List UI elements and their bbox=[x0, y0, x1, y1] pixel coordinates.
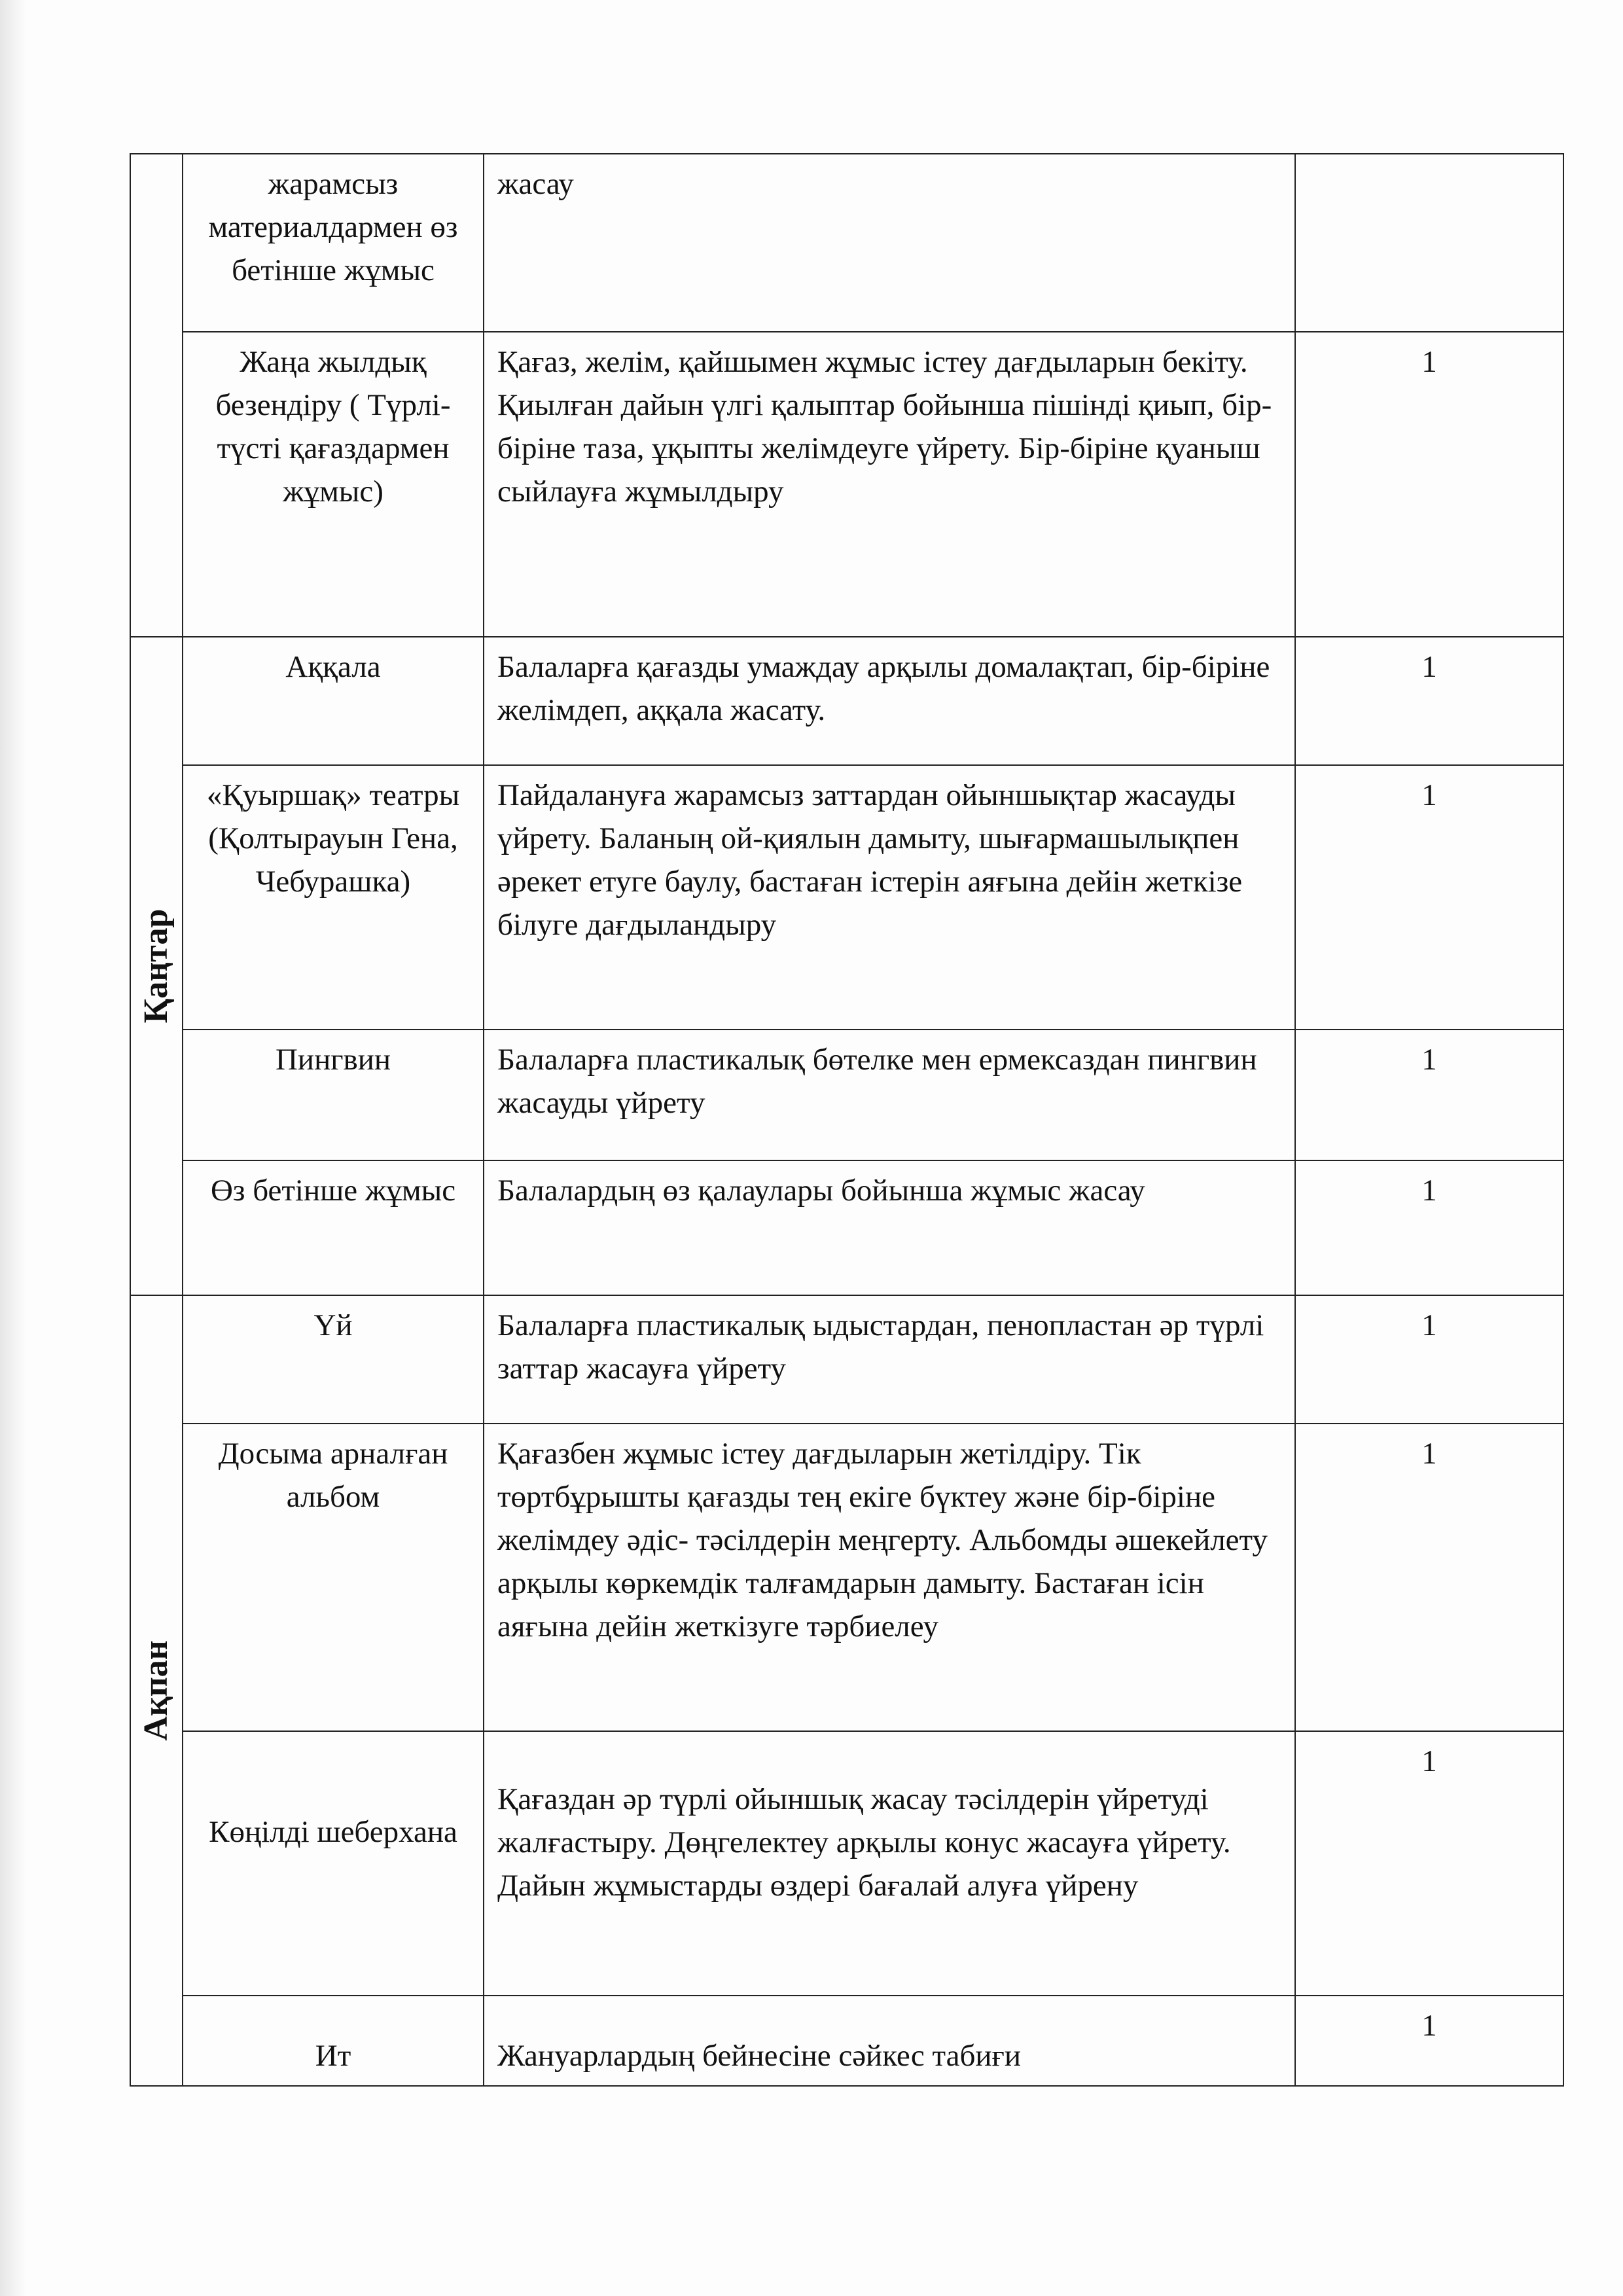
hours-cell: 1 bbox=[1295, 765, 1563, 1030]
hours-cell: 1 bbox=[1295, 1160, 1563, 1295]
topic-cell: Досыма арналған альбом bbox=[183, 1424, 484, 1731]
table-row bbox=[130, 1996, 1563, 2086]
description-cell: Қағаз, желім, қайшымен жұмыс істеу дағдыларын бекіту. Қиылған дайын үлгі қалыптар бойынша пішінді қиып, бір-біріне таза, ұқыпты желімдеуге үйрету. Бір-біріне қуаныш сыйлауға жұмылдыру bbox=[484, 332, 1295, 637]
hours-cell: 1 bbox=[1295, 637, 1563, 765]
description-cell: Жануарлардың бейнесіне сәйкес табиғи bbox=[484, 1996, 1295, 2086]
description-cell: жасау bbox=[484, 154, 1295, 332]
table-row bbox=[130, 765, 1563, 1030]
topic-cell: Жаңа жылдық безендіру ( Түрлі-түсті қағаздармен жұмыс) bbox=[183, 332, 484, 637]
description-cell: Балаларға пластикалық бөтелке мен ермексаздан пингвин жасауды үйрету bbox=[484, 1030, 1295, 1160]
topic-cell: Пингвин bbox=[183, 1030, 484, 1160]
hours-cell bbox=[1295, 154, 1563, 332]
table-row bbox=[130, 332, 1563, 637]
hours-cell: 1 bbox=[1295, 1424, 1563, 1731]
month-cell-akpan bbox=[130, 1295, 183, 2086]
topic-cell: Өз бетінше жұмыс bbox=[183, 1160, 484, 1295]
table-row bbox=[130, 1424, 1563, 1731]
topic-cell: жарамсыз материалдармен өз бетінше жұмыс bbox=[183, 154, 484, 332]
hours-cell: 1 bbox=[1295, 332, 1563, 637]
month-cell-kantar bbox=[130, 637, 183, 1295]
scan-edge-shadow bbox=[0, 0, 26, 2296]
description-cell: Қағазбен жұмыс істеу дағдыларын жетілдіру. Тік төртбұрышты қағазды тең екіге бүктеу және бір-біріне желімдеу әдіс- тәсілдерін меңгерту. Альбомды әшекейлету арқылы көркемдік талғамдарын дамыту. Бастаған ісін аяғына дейін жеткізуге тәрбиелеу bbox=[484, 1424, 1295, 1731]
table-row bbox=[130, 154, 1563, 332]
curriculum-table bbox=[130, 153, 1564, 2087]
table-row bbox=[130, 1160, 1563, 1295]
table-row bbox=[130, 637, 1563, 765]
topic-cell: Ит bbox=[183, 1996, 484, 2086]
description-cell: Қағаздан әр түрлі ойыншық жасау тәсілдерін үйретуді жалғастыру. Дөңгелектеу арқылы конус жасауға үйрету. Дайын жұмыстарды өздері бағалай алуға үйрену bbox=[484, 1731, 1295, 1996]
description-cell: Пайдалануға жарамсыз заттардан ойыншықтар жасауды үйрету. Баланың ой-қиялын дамыту, шығармашылықпен әрекет етуге баулу, бастаған істерін аяғына дейін жеткізе білуге дағдыландыру bbox=[484, 765, 1295, 1030]
description-cell: Балаларға пластикалық ыдыстардан, пенопластан әр түрлі заттар жасауға үйрету bbox=[484, 1295, 1295, 1424]
month-cell-continued bbox=[130, 154, 183, 637]
description-cell: Балалардың өз қалаулары бойынша жұмыс жасау bbox=[484, 1160, 1295, 1295]
topic-cell: Үй bbox=[183, 1295, 484, 1424]
table-row bbox=[130, 1030, 1563, 1160]
topic-cell: Көңілді шеберхана bbox=[183, 1731, 484, 1996]
hours-cell: 1 bbox=[1295, 1731, 1563, 1996]
month-label-akpan: Ақпан bbox=[137, 1640, 175, 1741]
table-row bbox=[130, 1731, 1563, 1996]
description-cell: Балаларға қағазды умаждау арқылы домалақтап, бір-біріне желімдеп, аққала жасату. bbox=[484, 637, 1295, 765]
month-label-kantar: Қаңтар bbox=[137, 908, 175, 1024]
hours-cell: 1 bbox=[1295, 1030, 1563, 1160]
topic-cell: «Қуыршақ» театры (Қолтырауын Гена, Чебурашка) bbox=[183, 765, 484, 1030]
topic-cell: Аққала bbox=[183, 637, 484, 765]
hours-cell: 1 bbox=[1295, 1996, 1563, 2086]
table-row bbox=[130, 1295, 1563, 1424]
hours-cell: 1 bbox=[1295, 1295, 1563, 1424]
